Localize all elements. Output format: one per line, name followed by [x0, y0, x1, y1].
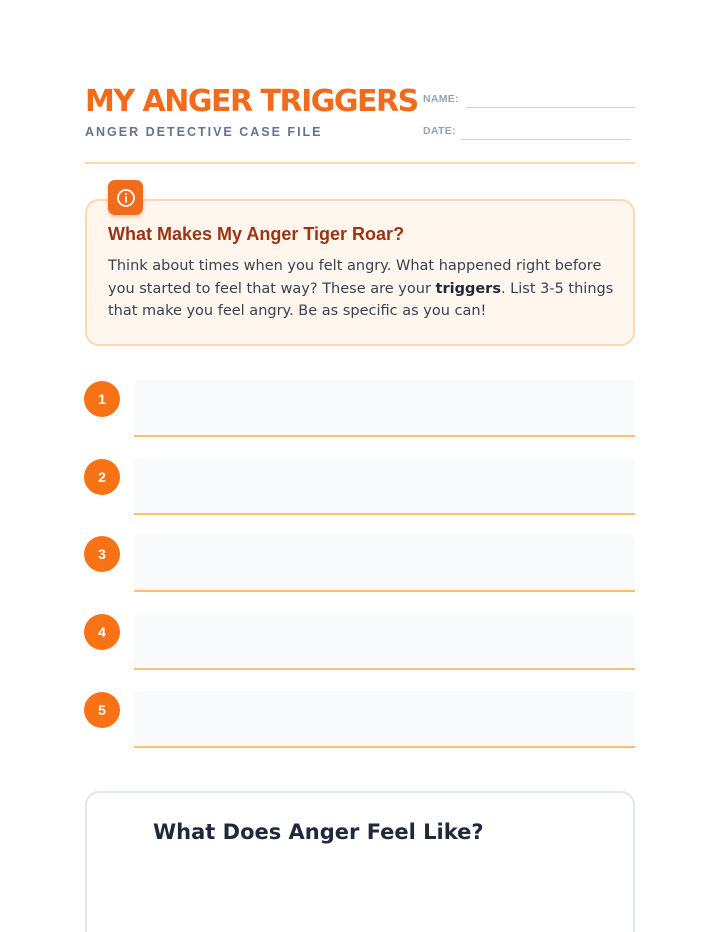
instructions-heading: What Makes My Anger Tiger Roar? — [108, 224, 405, 244]
name-label: NAME: — [423, 93, 459, 105]
name-field[interactable] — [466, 107, 635, 108]
feel-section-card — [85, 791, 635, 932]
trigger-number-5: 5 — [84, 692, 120, 728]
info-icon — [116, 188, 136, 208]
date-label: DATE: — [423, 125, 456, 137]
instructions-text — [108, 255, 618, 323]
trigger-answer-field-2[interactable] — [134, 458, 635, 515]
page-subtitle: ANGER DETECTIVE CASE FILE — [85, 125, 323, 139]
trigger-answer-field-1[interactable] — [134, 380, 635, 437]
trigger-number-2: 2 — [84, 459, 120, 495]
trigger-number-1: 1 — [84, 381, 120, 417]
trigger-answer-field-5[interactable] — [134, 691, 635, 748]
instructions-text-part: . List 3-5 things that make you feel angry. Be as specific as you can! — [108, 280, 614, 319]
instructions-text-part: Think about times when you felt angry. What happened right before you started to feel that way? These are your — [108, 258, 602, 297]
trigger-answer-field-3[interactable] — [134, 535, 635, 592]
date-field[interactable] — [461, 139, 631, 140]
feel-section-heading: What Does Anger Feel Like? — [153, 820, 484, 844]
header-divider — [85, 162, 635, 164]
page-title: MY ANGER TRIGGERS — [85, 84, 418, 119]
trigger-number-4: 4 — [84, 614, 120, 650]
info-badge — [108, 180, 143, 215]
instructions-text-bold: triggers — [435, 280, 501, 297]
trigger-number-3: 3 — [84, 536, 120, 572]
trigger-answer-field-4[interactable] — [134, 613, 635, 670]
